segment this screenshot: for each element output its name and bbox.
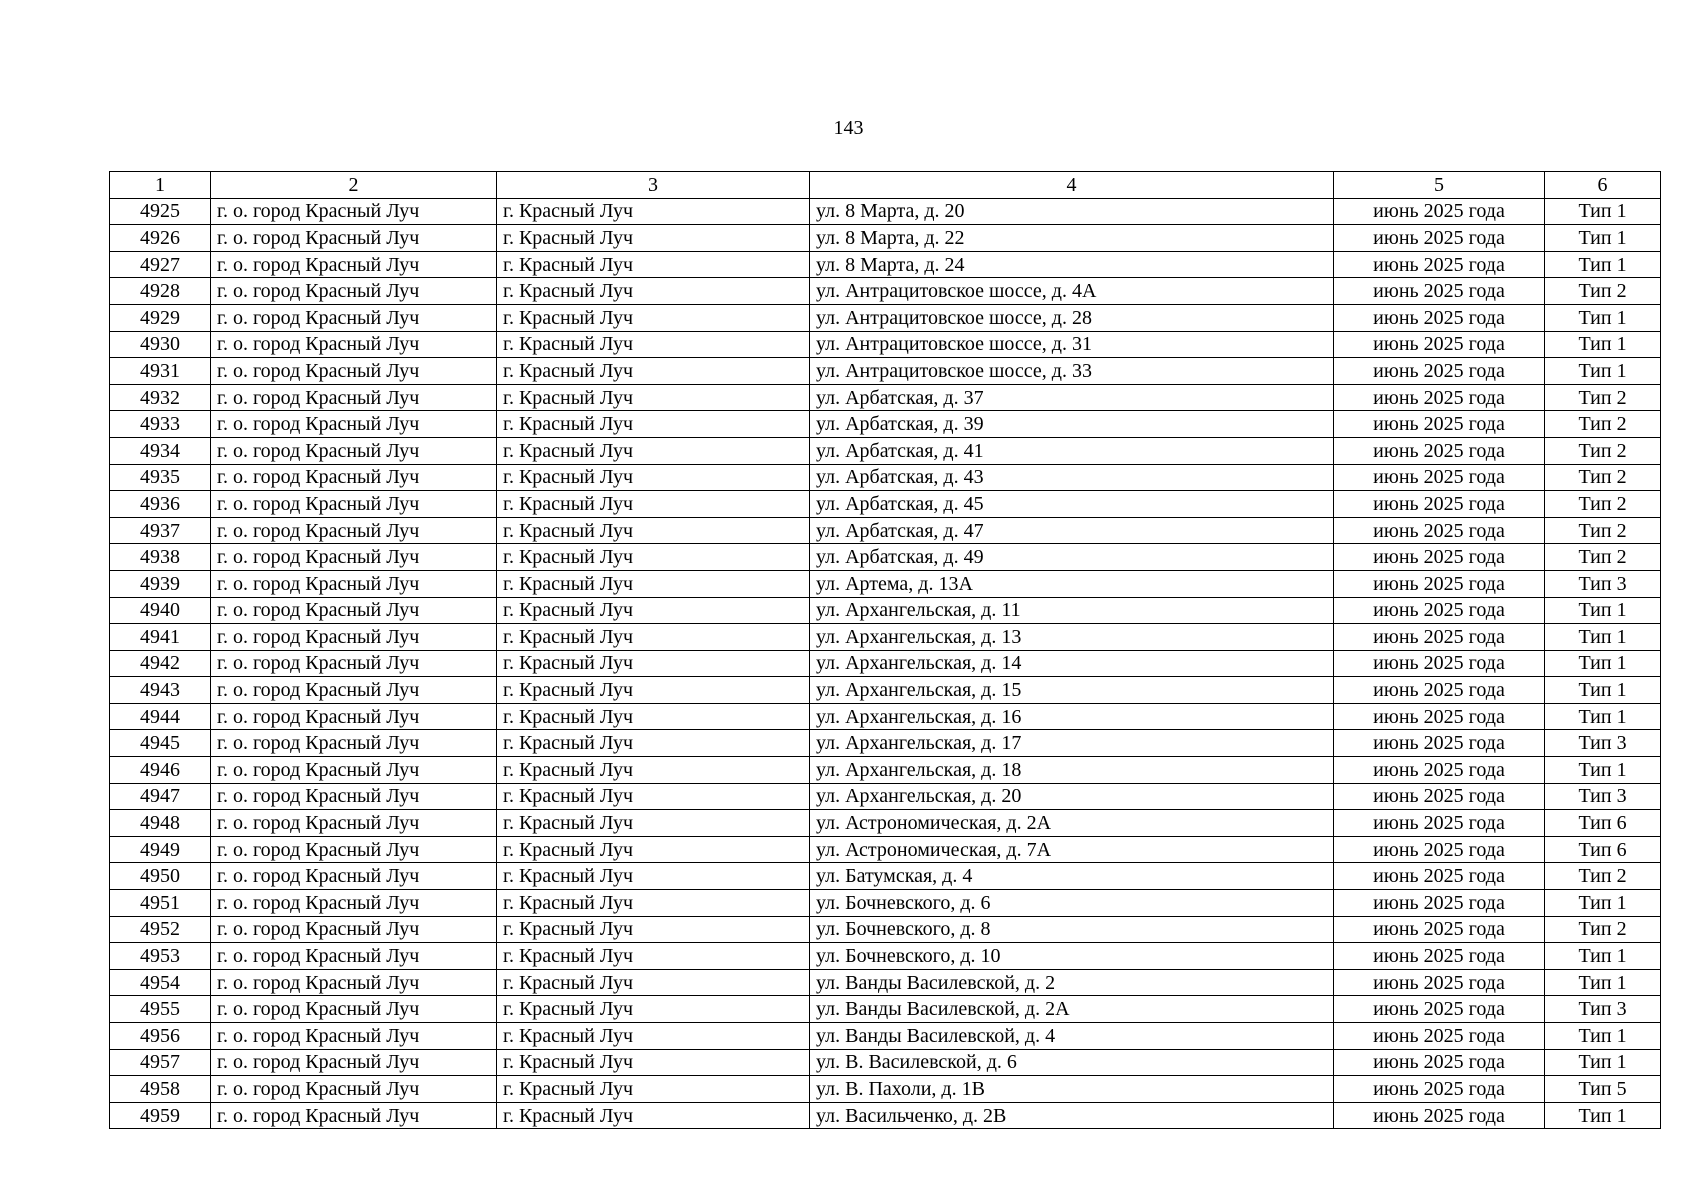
table-row — [110, 251, 1661, 278]
district-cell: г. о. город Красный Луч — [211, 730, 497, 757]
locality-cell: г. Красный Луч — [497, 491, 810, 518]
address-cell: ул. Архангельская, д. 11 — [810, 597, 1334, 624]
row-index-cell: 4945 — [110, 730, 211, 757]
date-cell: июнь 2025 года — [1334, 358, 1545, 385]
type-cell: Тип 1 — [1545, 890, 1661, 917]
district-cell: г. о. город Красный Луч — [211, 384, 497, 411]
type-cell: Тип 1 — [1545, 1102, 1661, 1129]
type-cell: Тип 1 — [1545, 198, 1661, 225]
address-cell: ул. Батумская, д. 4 — [810, 863, 1334, 890]
page-number: 143 — [833, 117, 864, 139]
row-index-cell: 4933 — [110, 411, 211, 438]
locality-cell: г. Красный Луч — [497, 1049, 810, 1076]
date-cell: июнь 2025 года — [1334, 810, 1545, 837]
address-cell: ул. В. Пахоли, д. 1В — [810, 1076, 1334, 1103]
district-cell: г. о. город Красный Луч — [211, 1049, 497, 1076]
district-cell: г. о. город Красный Луч — [211, 544, 497, 571]
locality-cell: г. Красный Луч — [497, 198, 810, 225]
locality-cell: г. Красный Луч — [497, 703, 810, 730]
date-cell: июнь 2025 года — [1334, 943, 1545, 970]
type-cell: Тип 3 — [1545, 730, 1661, 757]
row-index-cell: 4927 — [110, 251, 211, 278]
table-row — [110, 703, 1661, 730]
address-cell: ул. Антрацитовское шоссе, д. 31 — [810, 331, 1334, 358]
table-row — [110, 810, 1661, 837]
row-index-cell: 4951 — [110, 890, 211, 917]
locality-cell: г. Красный Луч — [497, 544, 810, 571]
type-cell: Тип 2 — [1545, 437, 1661, 464]
date-cell: июнь 2025 года — [1334, 890, 1545, 917]
type-cell: Тип 1 — [1545, 358, 1661, 385]
table-row — [110, 464, 1661, 491]
row-index-cell: 4930 — [110, 331, 211, 358]
address-cell: ул. Артема, д. 13А — [810, 570, 1334, 597]
locality-cell: г. Красный Луч — [497, 304, 810, 331]
date-cell: июнь 2025 года — [1334, 1023, 1545, 1050]
column-number-2: 2 — [211, 172, 497, 199]
row-index-cell: 4959 — [110, 1102, 211, 1129]
locality-cell: г. Красный Луч — [497, 384, 810, 411]
district-cell: г. о. город Красный Луч — [211, 916, 497, 943]
locality-cell: г. Красный Луч — [497, 677, 810, 704]
date-cell: июнь 2025 года — [1334, 278, 1545, 305]
locality-cell: г. Красный Луч — [497, 331, 810, 358]
table-row — [110, 597, 1661, 624]
address-cell: ул. Ванды Василевской, д. 2А — [810, 996, 1334, 1023]
locality-cell: г. Красный Луч — [497, 943, 810, 970]
row-index-cell: 4934 — [110, 437, 211, 464]
column-number-1: 1 — [110, 172, 211, 199]
date-cell: июнь 2025 года — [1334, 544, 1545, 571]
date-cell: июнь 2025 года — [1334, 783, 1545, 810]
district-cell: г. о. город Красный Луч — [211, 624, 497, 651]
district-cell: г. о. город Красный Луч — [211, 890, 497, 917]
district-cell: г. о. город Красный Луч — [211, 251, 497, 278]
locality-cell: г. Красный Луч — [497, 1102, 810, 1129]
type-cell: Тип 2 — [1545, 411, 1661, 438]
type-cell: Тип 2 — [1545, 464, 1661, 491]
date-cell: июнь 2025 года — [1334, 996, 1545, 1023]
row-index-cell: 4943 — [110, 677, 211, 704]
date-cell: июнь 2025 года — [1334, 624, 1545, 651]
row-index-cell: 4938 — [110, 544, 211, 571]
row-index-cell: 4944 — [110, 703, 211, 730]
date-cell: июнь 2025 года — [1334, 916, 1545, 943]
address-cell: ул. Антрацитовское шоссе, д. 33 — [810, 358, 1334, 385]
district-cell: г. о. город Красный Луч — [211, 198, 497, 225]
district-cell: г. о. город Красный Луч — [211, 677, 497, 704]
row-index-cell: 4940 — [110, 597, 211, 624]
type-cell: Тип 1 — [1545, 650, 1661, 677]
table-row — [110, 331, 1661, 358]
row-index-cell: 4958 — [110, 1076, 211, 1103]
locality-cell: г. Красный Луч — [497, 1076, 810, 1103]
row-index-cell: 4954 — [110, 969, 211, 996]
row-index-cell: 4953 — [110, 943, 211, 970]
address-cell: ул. Архангельская, д. 16 — [810, 703, 1334, 730]
address-cell: ул. Арбатская, д. 45 — [810, 491, 1334, 518]
column-number-3: 3 — [497, 172, 810, 199]
type-cell: Тип 1 — [1545, 624, 1661, 651]
address-cell: ул. Архангельская, д. 15 — [810, 677, 1334, 704]
type-cell: Тип 2 — [1545, 517, 1661, 544]
date-cell: июнь 2025 года — [1334, 1102, 1545, 1129]
date-cell: июнь 2025 года — [1334, 836, 1545, 863]
table-row — [110, 783, 1661, 810]
type-cell: Тип 1 — [1545, 597, 1661, 624]
date-cell: июнь 2025 года — [1334, 677, 1545, 704]
locality-cell: г. Красный Луч — [497, 225, 810, 252]
type-cell: Тип 2 — [1545, 278, 1661, 305]
type-cell: Тип 2 — [1545, 916, 1661, 943]
type-cell: Тип 1 — [1545, 225, 1661, 252]
address-cell: ул. Астрономическая, д. 7А — [810, 836, 1334, 863]
date-cell: июнь 2025 года — [1334, 331, 1545, 358]
date-cell: июнь 2025 года — [1334, 198, 1545, 225]
locality-cell: г. Красный Луч — [497, 1023, 810, 1050]
address-cell: ул. Арбатская, д. 39 — [810, 411, 1334, 438]
district-cell: г. о. город Красный Луч — [211, 331, 497, 358]
address-cell: ул. Антрацитовское шоссе, д. 28 — [810, 304, 1334, 331]
date-cell: июнь 2025 года — [1334, 225, 1545, 252]
table-row — [110, 650, 1661, 677]
address-cell: ул. В. Василевской, д. 6 — [810, 1049, 1334, 1076]
row-index-cell: 4941 — [110, 624, 211, 651]
date-cell: июнь 2025 года — [1334, 730, 1545, 757]
table-row — [110, 757, 1661, 784]
address-cell: ул. Арбатская, д. 37 — [810, 384, 1334, 411]
registry-table — [109, 171, 1661, 1129]
row-index-cell: 4926 — [110, 225, 211, 252]
table-row — [110, 225, 1661, 252]
table-row — [110, 1023, 1661, 1050]
table-row — [110, 544, 1661, 571]
row-index-cell: 4948 — [110, 810, 211, 837]
district-cell: г. о. город Красный Луч — [211, 810, 497, 837]
row-index-cell: 4957 — [110, 1049, 211, 1076]
type-cell: Тип 3 — [1545, 570, 1661, 597]
type-cell: Тип 2 — [1545, 384, 1661, 411]
date-cell: июнь 2025 года — [1334, 464, 1545, 491]
type-cell: Тип 1 — [1545, 757, 1661, 784]
table-row — [110, 384, 1661, 411]
address-cell: ул. Архангельская, д. 17 — [810, 730, 1334, 757]
district-cell: г. о. город Красный Луч — [211, 411, 497, 438]
type-cell: Тип 1 — [1545, 969, 1661, 996]
address-cell: ул. Ванды Василевской, д. 4 — [810, 1023, 1334, 1050]
district-cell: г. о. город Красный Луч — [211, 1023, 497, 1050]
district-cell: г. о. город Красный Луч — [211, 836, 497, 863]
address-cell: ул. Архангельская, д. 14 — [810, 650, 1334, 677]
locality-cell: г. Красный Луч — [497, 437, 810, 464]
locality-cell: г. Красный Луч — [497, 251, 810, 278]
district-cell: г. о. город Красный Луч — [211, 650, 497, 677]
district-cell: г. о. город Красный Луч — [211, 304, 497, 331]
date-cell: июнь 2025 года — [1334, 517, 1545, 544]
address-cell: ул. Ванды Василевской, д. 2 — [810, 969, 1334, 996]
locality-cell: г. Красный Луч — [497, 890, 810, 917]
date-cell: июнь 2025 года — [1334, 757, 1545, 784]
date-cell: июнь 2025 года — [1334, 304, 1545, 331]
row-index-cell: 4955 — [110, 996, 211, 1023]
address-cell: ул. Архангельская, д. 13 — [810, 624, 1334, 651]
address-cell: ул. Антрацитовское шоссе, д. 4А — [810, 278, 1334, 305]
district-cell: г. о. город Красный Луч — [211, 491, 497, 518]
locality-cell: г. Красный Луч — [497, 278, 810, 305]
date-cell: июнь 2025 года — [1334, 650, 1545, 677]
locality-cell: г. Красный Луч — [497, 863, 810, 890]
table-row — [110, 677, 1661, 704]
row-index-cell: 4950 — [110, 863, 211, 890]
locality-cell: г. Красный Луч — [497, 969, 810, 996]
type-cell: Тип 3 — [1545, 996, 1661, 1023]
district-cell: г. о. город Красный Луч — [211, 464, 497, 491]
type-cell: Тип 2 — [1545, 491, 1661, 518]
address-cell: ул. 8 Марта, д. 22 — [810, 225, 1334, 252]
row-index-cell: 4946 — [110, 757, 211, 784]
locality-cell: г. Красный Луч — [497, 757, 810, 784]
table-row — [110, 969, 1661, 996]
locality-cell: г. Красный Луч — [497, 996, 810, 1023]
district-cell: г. о. город Красный Луч — [211, 278, 497, 305]
locality-cell: г. Красный Луч — [497, 650, 810, 677]
district-cell: г. о. город Красный Луч — [211, 863, 497, 890]
row-index-cell: 4952 — [110, 916, 211, 943]
type-cell: Тип 1 — [1545, 1023, 1661, 1050]
district-cell: г. о. город Красный Луч — [211, 757, 497, 784]
district-cell: г. о. город Красный Луч — [211, 517, 497, 544]
table-body — [110, 198, 1661, 1129]
type-cell: Тип 5 — [1545, 1076, 1661, 1103]
date-cell: июнь 2025 года — [1334, 1076, 1545, 1103]
locality-cell: г. Красный Луч — [497, 597, 810, 624]
district-cell: г. о. город Красный Луч — [211, 943, 497, 970]
table-row — [110, 491, 1661, 518]
address-cell: ул. Арбатская, д. 41 — [810, 437, 1334, 464]
address-cell: ул. 8 Марта, д. 20 — [810, 198, 1334, 225]
district-cell: г. о. город Красный Луч — [211, 996, 497, 1023]
table-row — [110, 863, 1661, 890]
type-cell: Тип 1 — [1545, 251, 1661, 278]
table-row — [110, 358, 1661, 385]
table-row — [110, 624, 1661, 651]
row-index-cell: 4936 — [110, 491, 211, 518]
row-index-cell: 4929 — [110, 304, 211, 331]
type-cell: Тип 1 — [1545, 943, 1661, 970]
locality-cell: г. Красный Луч — [497, 358, 810, 385]
table-row — [110, 517, 1661, 544]
date-cell: июнь 2025 года — [1334, 703, 1545, 730]
column-number-5: 5 — [1334, 172, 1545, 199]
table-row — [110, 916, 1661, 943]
address-cell: ул. Арбатская, д. 43 — [810, 464, 1334, 491]
row-index-cell: 4932 — [110, 384, 211, 411]
row-index-cell: 4956 — [110, 1023, 211, 1050]
date-cell: июнь 2025 года — [1334, 863, 1545, 890]
district-cell: г. о. город Красный Луч — [211, 358, 497, 385]
locality-cell: г. Красный Луч — [497, 570, 810, 597]
table-row — [110, 198, 1661, 225]
row-index-cell: 4947 — [110, 783, 211, 810]
address-cell: ул. Арбатская, д. 47 — [810, 517, 1334, 544]
address-cell: ул. Бочневского, д. 8 — [810, 916, 1334, 943]
column-number-4: 4 — [810, 172, 1334, 199]
type-cell: Тип 3 — [1545, 783, 1661, 810]
district-cell: г. о. город Красный Луч — [211, 783, 497, 810]
locality-cell: г. Красный Луч — [497, 836, 810, 863]
type-cell: Тип 1 — [1545, 331, 1661, 358]
locality-cell: г. Красный Луч — [497, 464, 810, 491]
row-index-cell: 4939 — [110, 570, 211, 597]
type-cell: Тип 2 — [1545, 544, 1661, 571]
table-row — [110, 1102, 1661, 1129]
table-row — [110, 890, 1661, 917]
address-cell: ул. Астрономическая, д. 2А — [810, 810, 1334, 837]
address-cell: ул. Арбатская, д. 49 — [810, 544, 1334, 571]
type-cell: Тип 6 — [1545, 810, 1661, 837]
column-number-6: 6 — [1545, 172, 1661, 199]
district-cell: г. о. город Красный Луч — [211, 570, 497, 597]
row-index-cell: 4937 — [110, 517, 211, 544]
table-row — [110, 278, 1661, 305]
locality-cell: г. Красный Луч — [497, 730, 810, 757]
date-cell: июнь 2025 года — [1334, 437, 1545, 464]
type-cell: Тип 2 — [1545, 863, 1661, 890]
date-cell: июнь 2025 года — [1334, 969, 1545, 996]
district-cell: г. о. город Красный Луч — [211, 1102, 497, 1129]
district-cell: г. о. город Красный Луч — [211, 703, 497, 730]
district-cell: г. о. город Красный Луч — [211, 597, 497, 624]
address-cell: ул. Бочневского, д. 10 — [810, 943, 1334, 970]
type-cell: Тип 1 — [1545, 1049, 1661, 1076]
row-index-cell: 4931 — [110, 358, 211, 385]
date-cell: июнь 2025 года — [1334, 251, 1545, 278]
table-row — [110, 1049, 1661, 1076]
table-row — [110, 730, 1661, 757]
address-cell: ул. Архангельская, д. 18 — [810, 757, 1334, 784]
table-row — [110, 411, 1661, 438]
table-row — [110, 570, 1661, 597]
date-cell: июнь 2025 года — [1334, 411, 1545, 438]
address-cell: ул. Бочневского, д. 6 — [810, 890, 1334, 917]
type-cell: Тип 6 — [1545, 836, 1661, 863]
column-number-row — [110, 172, 1661, 199]
address-cell: ул. Архангельская, д. 20 — [810, 783, 1334, 810]
date-cell: июнь 2025 года — [1334, 491, 1545, 518]
table-row — [110, 437, 1661, 464]
locality-cell: г. Красный Луч — [497, 783, 810, 810]
table-row — [110, 1076, 1661, 1103]
date-cell: июнь 2025 года — [1334, 597, 1545, 624]
row-index-cell: 4928 — [110, 278, 211, 305]
locality-cell: г. Красный Луч — [497, 810, 810, 837]
district-cell: г. о. город Красный Луч — [211, 969, 497, 996]
address-cell: ул. Васильченко, д. 2В — [810, 1102, 1334, 1129]
district-cell: г. о. город Красный Луч — [211, 225, 497, 252]
table-row — [110, 996, 1661, 1023]
row-index-cell: 4949 — [110, 836, 211, 863]
district-cell: г. о. город Красный Луч — [211, 1076, 497, 1103]
date-cell: июнь 2025 года — [1334, 1049, 1545, 1076]
date-cell: июнь 2025 года — [1334, 384, 1545, 411]
locality-cell: г. Красный Луч — [497, 411, 810, 438]
type-cell: Тип 1 — [1545, 703, 1661, 730]
row-index-cell: 4935 — [110, 464, 211, 491]
locality-cell: г. Красный Луч — [497, 624, 810, 651]
type-cell: Тип 1 — [1545, 304, 1661, 331]
table-row — [110, 836, 1661, 863]
date-cell: июнь 2025 года — [1334, 570, 1545, 597]
type-cell: Тип 1 — [1545, 677, 1661, 704]
district-cell: г. о. город Красный Луч — [211, 437, 497, 464]
table-row — [110, 304, 1661, 331]
locality-cell: г. Красный Луч — [497, 517, 810, 544]
locality-cell: г. Красный Луч — [497, 916, 810, 943]
address-cell: ул. 8 Марта, д. 24 — [810, 251, 1334, 278]
table-row — [110, 943, 1661, 970]
row-index-cell: 4942 — [110, 650, 211, 677]
row-index-cell: 4925 — [110, 198, 211, 225]
